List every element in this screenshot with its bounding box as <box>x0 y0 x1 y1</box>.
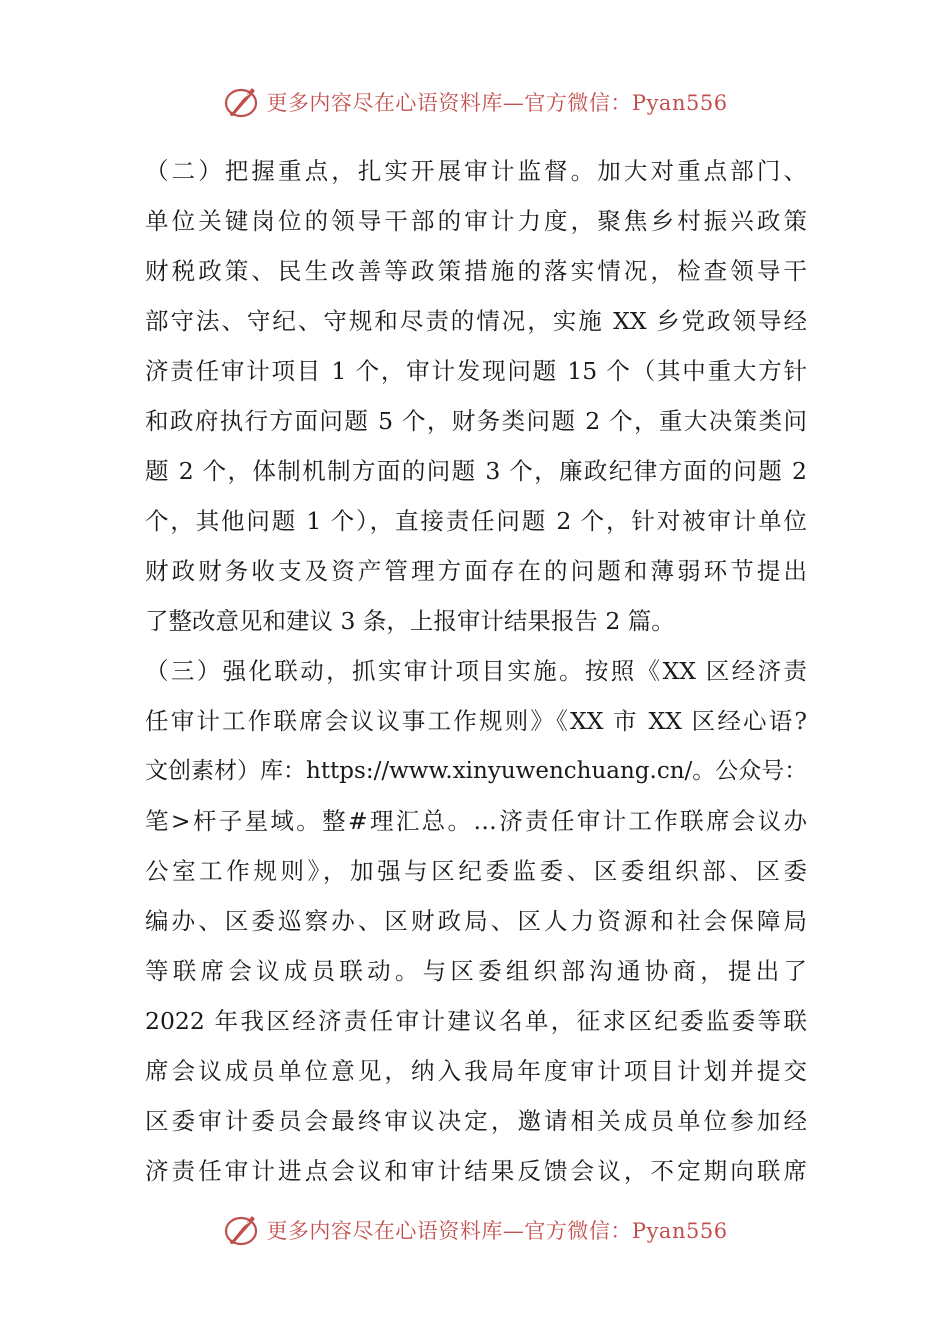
body-line: 2022 年我区经济责任审计建议名单，征求区纪委监委等联 <box>145 1007 807 1035</box>
body-line: 和政府执行方面问题 5 个，财务类问题 2 个，重大决策类问 <box>145 407 807 435</box>
body-line: 个，其他问题 1 个），直接责任问题 2 个，针对被审计单位 <box>145 507 807 535</box>
body-line: 财税政策、民生改善等政策措施的落实情况，检查领导干 <box>145 257 807 285</box>
quill-pen-logo-icon <box>222 1210 262 1250</box>
body-line: 区委审计委员会最终审议决定，邀请相关成员单位参加经 <box>145 1107 807 1135</box>
body-line: 席会议成员单位意见，纳入我局年度审计项目计划并提交 <box>145 1057 807 1085</box>
header-banner-text: 更多内容尽在心语资料库—官方微信：Pyan556 <box>266 91 728 115</box>
body-line: （三）强化联动，抓实审计项目实施。按照《XX 区经济责 <box>145 657 807 685</box>
document-body <box>145 146 807 1196</box>
footer-banner <box>0 1208 950 1252</box>
body-line: 文创素材）库：https://www.xinyuwenchuang.cn/。公众号： <box>145 758 807 784</box>
body-line: 编办、区委巡察办、区财政局、区人力资源和社会保障局 <box>145 907 807 935</box>
header-banner <box>0 80 950 124</box>
body-line: 公室工作规则》，加强与区纪委监委、区委组织部、区委 <box>145 857 807 885</box>
body-line: 部守法、守纪、守规和尽责的情况，实施 XX 乡党政领导经 <box>145 307 807 335</box>
body-line: 济责任审计进点会议和审计结果反馈会议，不定期向联席 <box>145 1157 807 1185</box>
quill-pen-logo-icon <box>222 82 262 122</box>
body-line: 了整改意见和建议 3 条，上报审计结果报告 2 篇。 <box>145 607 675 635</box>
body-line: 题 2 个，体制机制方面的问题 3 个，廉政纪律方面的问题 2 <box>145 457 807 485</box>
body-line: 济责任审计项目 1 个，审计发现问题 15 个（其中重大方针 <box>145 357 807 385</box>
body-line: 单位关键岗位的领导干部的审计力度，聚焦乡村振兴政策 <box>145 207 807 235</box>
body-line: 等联席会议成员联动。与区委组织部沟通协商，提出了 <box>145 957 807 985</box>
footer-banner-text: 更多内容尽在心语资料库—官方微信：Pyan556 <box>266 1219 728 1243</box>
body-line: 任审计工作联席会议议事工作规则》《XX 市 XX 区经心语? <box>145 707 807 735</box>
body-line: （二）把握重点，扎实开展审计监督。加大对重点部门、 <box>145 157 807 185</box>
body-line: 财政财务收支及资产管理方面存在的问题和薄弱环节提出 <box>145 557 807 585</box>
body-line: 笔>杆子星域。整#理汇总。…济责任审计工作联席会议办 <box>145 807 807 835</box>
